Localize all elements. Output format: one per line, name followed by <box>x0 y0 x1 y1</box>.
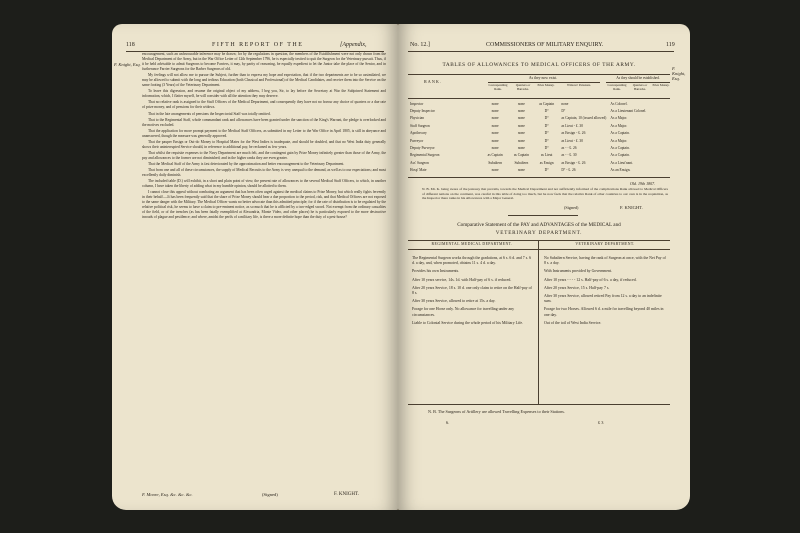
compare-header-rule <box>408 249 670 250</box>
medical-item: After 10 years service, 14s. 1d. with Half-pay of 6 s. if reduced. <box>412 277 512 282</box>
corresponding-rank-cell: none <box>491 116 499 121</box>
quarters-cell: Subaltern <box>514 160 529 165</box>
left-page <box>112 24 398 510</box>
prize-money-cell: D° <box>544 138 549 143</box>
rank-header: RANK. <box>424 79 442 84</box>
signoff-addressee: F. Moore, Esq. &c. &c. &c. <box>142 492 193 497</box>
right-page <box>398 24 690 510</box>
allowances-table <box>408 100 670 174</box>
widows-pension-cell: as Lieut - £. 30 <box>561 138 583 143</box>
col-header: Widows' Pensions. <box>567 83 591 87</box>
prize-money-cell: as Lieut <box>540 153 553 158</box>
quarters-cell: none <box>517 116 525 121</box>
should-be-header: As they should be established. <box>616 76 660 80</box>
widows-pension-cell: none <box>561 101 569 106</box>
medical-item: Provides his own Instruments. <box>412 269 460 274</box>
col-header: Quarters or Barracks. <box>515 83 531 91</box>
header-rule <box>408 51 674 52</box>
prize-money-cell: D° <box>544 168 549 173</box>
prize-money-cell: D° <box>544 146 549 151</box>
medical-item: The Regimental Surgeon works through the gradations, at 6 s. 6 d. and 7 s. 6 d. a day, and, when promoted, obtains 11 s. 4 d. a day. <box>412 256 532 266</box>
paragraph: That the pauper Ensign or Out-do Money to Hospital Mates for the West Indies is inadequate, and should be doubled, and that no West India duty generally shows their uninterrupted Service should, in reference to additional pay, be reckoned as few years. <box>142 139 386 149</box>
col-header: Corresponding Rank. <box>488 83 508 91</box>
quarters-cell: none <box>517 138 525 143</box>
medical-item: Liable to Colonial Service during the whole period of his Military Life. <box>412 320 524 325</box>
medical-item: After 20 years Service, 18 s. 10 d. one only claim to retire on the Half-pay of 8 s. <box>412 285 532 296</box>
now-exist-header: As they now exist. <box>528 76 558 80</box>
rank-cell: Deputy Purveyor <box>410 146 435 151</box>
medical-col-header: REGIMENTAL MEDICAL DEPARTMENT. <box>431 242 513 246</box>
prize-money-cell: D° <box>544 131 549 136</box>
quarters-cell: none <box>517 123 525 128</box>
quarters-cell: none <box>517 109 525 114</box>
compare-top-rule <box>408 240 670 241</box>
table-row <box>408 115 670 122</box>
table-row <box>408 144 670 151</box>
veterinary-item: After 30 years Service, allowed retired Pay from 12 s. a day to an indefinite sum. <box>544 294 662 304</box>
veterinary-item: Forage for two Horses. Allowed 6 d. a mile for travelling beyond 40 miles in one day. <box>544 307 664 317</box>
veterinary-column <box>544 256 668 329</box>
left-page-number: 118 <box>126 42 135 48</box>
should-be-rank-cell: As a Major. <box>610 123 628 128</box>
should-be-rank-cell: As a Major. <box>610 116 628 121</box>
table-header-rule <box>408 98 670 99</box>
table-row <box>408 130 670 137</box>
allowances-table-title: TABLES OF ALLOWANCES TO MEDICAL OFFICERS OF THE ARMY. <box>442 62 636 68</box>
medical-item: After 30 years Service, allowed to retire at 15s. a day. <box>412 299 496 304</box>
widows-pension-cell: as Ensign - £. 26 <box>561 160 586 165</box>
col-header: Prize Money. <box>537 83 555 87</box>
signoff-name: F. KNIGHT. <box>334 492 359 497</box>
table-date: Old. 19th 1807. <box>630 181 656 186</box>
quarters-cell: none <box>517 101 525 106</box>
should-be-rank-cell: As a Lieut'nant. <box>610 160 634 165</box>
table-row <box>408 107 670 114</box>
medical-column <box>412 256 534 329</box>
widows-pension-cell: as - - £. 30 <box>561 153 577 158</box>
veterinary-col-header: VETERINARY DEPARTMENT. <box>575 242 635 246</box>
paragraph: That in the late arrangements of pensions the Inspectorial Staff was totally omitted. <box>148 111 271 116</box>
table-row <box>408 100 670 107</box>
quarters-cell: none <box>517 131 525 136</box>
corresponding-rank-cell: none <box>491 168 499 173</box>
right-margin-note: F. Knight, Esq. <box>672 66 686 81</box>
paragraph: That from one and all of these circumstances, the supply of Medical Recruits to the Army is very unequal to the demand, as well as to our expectations; and most excellently daily diminish. <box>142 167 386 178</box>
paragraph: That no relative rank is assigned to the Staff Officers of the Medical Department, and consequently they have not no favour any choice of quarters or a due rate of prize money, and of pensions for their widows. <box>142 100 386 110</box>
corresponding-rank-cell: none <box>491 146 499 151</box>
medical-item: Forage for one Horse only. No allowance for travelling under any circumstances. <box>412 307 515 317</box>
rank-cell: Purveyor <box>410 138 424 143</box>
table-top-rule <box>408 74 670 75</box>
corresponding-rank-cell: Subaltern <box>488 160 503 165</box>
prize-money-cell: D° <box>544 116 549 121</box>
compare-bottom-rule <box>408 404 670 405</box>
column-divider <box>538 240 539 404</box>
right-page-number: 119 <box>666 42 675 48</box>
paragraph: That to the Regimental Staff, whole commandant rank and allowances have been granted under the sanction of the King's Warrant, the pledge is overlooked and the motives excluded. <box>142 117 386 127</box>
signature-mark-right: £ 3 <box>598 420 604 425</box>
paragraph: The included table (D.) will exhibit, in a short and plain point of view, the present rate of allowances to the several Medical Staff Officers, to which, in another column, I have taken the liberty of adding what in my humble opinion, should be allotted to them. <box>142 179 386 189</box>
corresponding-rank-cell: none <box>491 131 499 136</box>
quarters-cell: as Captain <box>513 153 529 158</box>
paragraph: My feelings will not allow me to pursue the Subject, further than to express my hope and expectation, that if the two departments are to be so assimilated, we may be allowed to submit with the long and tedious Education (both Classical and Professional) of the Medical Candidates, and receive them into the Service on the same footing (3 Years) of the Veterinary Department. <box>142 73 386 88</box>
paragraph: That the Medical Staff of the Army is fast deteriorated by the approximation and better encouragement to the Veterinary Department. <box>148 161 345 166</box>
rank-cell: Physician <box>410 116 424 121</box>
col-header: Prize Money. <box>652 83 670 87</box>
table-bottom-rule <box>408 177 670 178</box>
widows-pension-cell: as Captain, 10 (issued allowed) <box>561 116 607 121</box>
should-be-rank-cell: As a Major. <box>610 138 628 143</box>
widows-pension-cell: D° - £. 26 <box>561 168 576 173</box>
widows-pension-cell: as Lieut - £. 30 <box>561 123 583 128</box>
corresponding-rank-cell: none <box>491 109 499 114</box>
rank-cell: Apothecary <box>410 131 427 136</box>
should-be-rank-cell: As an Ensign. <box>610 168 631 173</box>
table-row <box>408 159 670 166</box>
comparative-title: Comparative Statement of the PAY and ADVANTAGES of the MEDICAL and <box>457 222 621 228</box>
appendix-tag: [Appendix, <box>340 42 367 48</box>
veterinary-item: After 20 years Service, 15 s. Half-pay 7 s. <box>544 285 610 290</box>
separator-rule <box>508 215 578 216</box>
veterinary-item: After 10 years - - - - 12 s. Half-pay of 6 s. a day, if reduced. <box>544 277 637 282</box>
widows-pension-cell: as Ensign - £. 26 <box>561 131 586 136</box>
left-running-head: FIFTH REPORT OF THE <box>212 42 304 48</box>
left-body-text <box>142 52 386 221</box>
widows-pension-cell: D° <box>561 109 566 114</box>
veterinary-item: No Subaltern Service, having the rank of Surgeon at once, with the Net Pay of 8 s. a day. <box>544 256 666 266</box>
corresponding-rank-cell: none <box>491 123 499 128</box>
footer-note: N. B. The Surgeons of Artillery are allowed Travelling Expenses to their Stations. <box>428 409 565 414</box>
paragraph: That the application for more prompt payment to the Medical Staff Officers, as submitted in my Letter to the War Office in April 1805, is still in abeyance and unanswered, though the measure was generally approved. <box>142 128 386 138</box>
rank-cell: Regimental Surgeon <box>410 153 440 158</box>
rank-cell: Inspector <box>410 101 424 106</box>
paragraph: I cannot close this appeal without combating an argument that has been often urged against the medical claims to Prize Money, but which really fights fervently in their behalf.—It has been frequently said that the share of Prize Money should bear a due proportion to the period, risk, and that Medical Officers are not exposed to the same danger with the Military. The Medical Officer wants no better advocate than this admitted principle; for if the rate of distribution is to be regulated by the relative political risk, he seems to have a claim to pre-eminent notice, as so much that he is afflicted by a two-edged sword. Not exempt from the ordinary casualties of the field, or of the trenches (as has been fatally exemplified at Alexandria, Monte Video, and other places) he is particularly exposed to the more destructive inroads of plague and pestilence; and where, amidst the perils of a military life, is there a more definite hope than the duty of a pest-house? <box>142 190 386 220</box>
table-row <box>408 137 670 144</box>
corresponding-rank-cell: as Captain <box>487 153 503 158</box>
should-be-rank-cell: As a Captain. <box>610 153 630 158</box>
should-be-rank-cell: As a Captain. <box>610 131 630 136</box>
prize-money-cell: D° <box>544 109 549 114</box>
table-row <box>408 167 670 174</box>
left-margin-note: F. Knight, Esq. <box>114 62 141 67</box>
prize-money-cell: as Captain <box>539 101 555 106</box>
nb-note: N. B. Mr. K. being aware of the jealousy that prevails, towards the Medical Department and not sufficiently informed of the complications Rank allowed to Medical Officers of different nations on the continent, was careful in this table of doing too much, but he now feels that the relative Rank of other countries to our own is in the requisition, as the Inspector there ranks in his Allowances with a Major General. <box>422 187 668 201</box>
should-be-rank-cell: As Colonel. <box>610 101 628 106</box>
rank-cell: Ass' Surgeon <box>410 160 429 165</box>
rank-cell: Hosp' Mate <box>410 168 427 173</box>
rank-cell: Deputy Inspector <box>410 109 435 114</box>
signature-mark-left: 6. <box>446 420 450 425</box>
paragraph: encouragement, such an unfavourable inference may be drawn; for by the regulations in question, the members of the Establishment were not only drawn from the Medical Department of the Army, but in the War Office Letter of 12th September 1796, he is especially invited to quit the Surgeon for the Veterinary pursuit. Thus, if it be held advisable to admit Surgeons to become Farriers, it may, by parity of reasoning, be equally expedient to let the Junior take the place of the Senior, and in furtherance Farrier Surgeons for the Barber Surgeons of old. <box>142 52 386 72</box>
corresponding-rank-cell: none <box>491 101 499 106</box>
quarters-cell: none <box>517 146 525 151</box>
signoff-signed: (Signed) <box>262 492 278 497</box>
veterinary-item: Out of the toil of West India Service. <box>544 320 602 325</box>
prize-money-cell: as Ensign <box>539 160 554 165</box>
prize-money-cell: D° <box>544 123 549 128</box>
right-running-head-left: No. 12.] <box>410 42 430 48</box>
veterinary-item: With Instruments provided by Government. <box>544 269 613 274</box>
widows-pension-cell: as - - £. 26 <box>561 146 577 151</box>
table-signed: (Signed) <box>564 205 579 210</box>
table-row <box>408 152 670 159</box>
table-signed-name: F. KNIGHT. <box>620 205 643 210</box>
paragraph: That whilst the requisite expenses to the Navy Department are much felt, and the contingent gain by Prize Money infinitely greater than those of the Army, the pay and allowances to the former are not diminished; and in the higher ranks they are even greater. <box>142 150 386 160</box>
comparative-subtitle: VETERINARY DEPARTMENT. <box>495 230 583 236</box>
corresponding-rank-cell: none <box>491 138 499 143</box>
should-be-rank-cell: As a Captain. <box>610 146 630 151</box>
col-header: Corresponding Rank. <box>607 83 627 91</box>
rank-cell: Staff Surgeon <box>410 123 430 128</box>
col-header: Quarters or Barracks. <box>632 83 648 91</box>
table-row <box>408 122 670 129</box>
right-running-head: COMMISSIONERS OF MILITARY ENQUIRY. <box>486 42 604 48</box>
should-be-rank-cell: As a Lieutenant Colonel. <box>610 109 647 114</box>
paragraph: To leave this digression, and resume the original object of my address, I beg you, Sir, to lay before the Secretary at War the Subjoined Statement and information, which, I flatter myself, he will consider with all the attention they may deserve. <box>142 89 386 99</box>
quarters-cell: none <box>517 168 525 173</box>
